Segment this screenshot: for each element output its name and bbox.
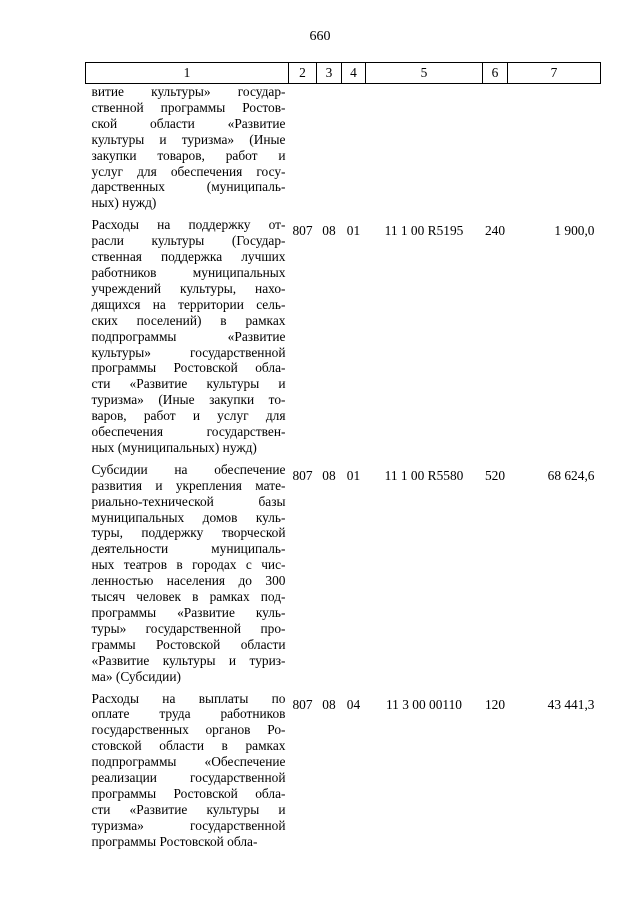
amount: 68 624,6 <box>547 467 595 483</box>
ministry-code: 807 <box>292 696 313 712</box>
description-line: туры» государственной про- <box>91 620 286 636</box>
section-code <box>317 84 342 212</box>
description-line: ных) нужд) <box>91 195 157 211</box>
subsection-code <box>342 84 366 212</box>
description-line: ма» (Субсидии) <box>91 668 181 684</box>
description-line: дарственных (муниципаль- <box>91 179 286 195</box>
description-line: оплате труда работников <box>91 706 286 722</box>
description-line: расли культуры (Государ- <box>91 233 286 249</box>
row-description <box>86 217 289 456</box>
description-line: реализации государственной <box>91 770 286 786</box>
target-item-code <box>366 84 483 212</box>
description-line: подпрограммы «Обеспечение <box>91 754 286 770</box>
description-line: развития и укрепления мате- <box>91 477 286 493</box>
expense-type-code <box>483 84 508 212</box>
description-line: обеспечения государствен- <box>91 424 286 440</box>
amount: 43 441,3 <box>547 696 595 712</box>
description-line: Расходы на поддержку от- <box>91 217 286 233</box>
description-line: тысяч человек в рамках под- <box>91 589 286 605</box>
description-line: варов, работ и услуг для <box>91 408 286 424</box>
budget-table <box>85 62 601 850</box>
description-line: ных театров в городах с чис- <box>91 557 286 573</box>
row-description <box>86 84 289 212</box>
table-row <box>86 84 601 212</box>
header-row <box>86 63 601 84</box>
description-line: «Развитие культуры и туриз- <box>91 652 286 668</box>
description-line: сти «Развитие культуры и <box>91 376 286 392</box>
description-line: туризма» (Иные закупки то- <box>91 392 286 408</box>
description-line: ленностью населения до 300 <box>91 573 286 589</box>
subsection-code: 04 <box>346 696 361 712</box>
ministry-code <box>289 84 317 212</box>
row-description <box>86 691 289 850</box>
section-code: 08 <box>322 223 336 239</box>
description-line: программы Ростовской обла- <box>91 833 258 849</box>
table-row <box>86 691 601 850</box>
target-item-code: 11 1 00 R5580 <box>384 467 464 483</box>
description-line: витие культуры» государ- <box>91 84 286 99</box>
description-line: ских поселений) в рамках <box>91 312 286 328</box>
table-body <box>86 84 601 850</box>
ministry-code: 807 <box>292 467 313 483</box>
description-line: граммы Ростовской области <box>91 636 286 652</box>
description-line: государственных органов Ро- <box>91 722 286 738</box>
section-code: 08 <box>322 467 336 483</box>
description-line: программы Ростовской обла- <box>91 360 286 376</box>
description-line: деятельности муниципаль- <box>91 541 286 557</box>
target-item-code: 11 3 00 00110 <box>385 696 462 712</box>
description-line: туризма» государственной <box>91 817 286 833</box>
description-line: культуры и туризма» (Иные <box>91 131 286 147</box>
description-line: ных (муниципальных) нужд) <box>91 439 257 455</box>
description-line: закупки товаров, работ и <box>91 147 286 163</box>
description-line: дящихся на территории сель- <box>91 296 286 312</box>
expense-type-code: 240 <box>484 223 506 239</box>
description-line: Расходы на выплаты по <box>91 690 286 706</box>
column-header-5: 5 <box>366 63 483 84</box>
subsection-code: 01 <box>346 223 361 239</box>
description-line: услуг для обеспечения госу- <box>91 163 286 179</box>
description-line: туры, поддержку творческой <box>91 525 286 541</box>
row-description <box>86 462 289 685</box>
column-header-1: 1 <box>86 63 289 84</box>
description-line: ственной программы Ростов- <box>91 99 286 115</box>
section-code: 08 <box>322 696 336 712</box>
column-header-6: 6 <box>483 63 508 84</box>
description-line: программы Ростовской обла- <box>91 785 286 801</box>
description-line: подпрограммы «Развитие <box>91 328 286 344</box>
description-line: учреждений культуры, нахо- <box>91 280 286 296</box>
description-line: муниципальных домов куль- <box>91 509 286 525</box>
expense-type-code: 520 <box>484 467 506 483</box>
description-line: работников муниципальных <box>91 264 286 280</box>
column-header-2: 2 <box>289 63 317 84</box>
column-header-7: 7 <box>508 63 601 84</box>
table-row <box>86 462 601 685</box>
amount <box>508 84 601 212</box>
description-line: риально-технической базы <box>91 493 286 509</box>
column-header-3: 3 <box>317 63 342 84</box>
expense-type-code: 120 <box>484 696 506 712</box>
description-line: культуры» государственной <box>91 344 286 360</box>
description-line: Субсидии на обеспечение <box>91 461 286 477</box>
amount: 1 900,0 <box>554 223 595 239</box>
column-header-4: 4 <box>342 63 366 84</box>
description-line: стовской области в рамках <box>91 738 286 754</box>
subsection-code: 01 <box>346 467 361 483</box>
description-line: ской области «Развитие <box>91 115 286 131</box>
description-line: ственная поддержка лучших <box>91 249 286 265</box>
page-number: 660 <box>309 29 331 44</box>
description-line: программы «Развитие куль- <box>91 605 286 620</box>
table-row <box>86 217 601 456</box>
target-item-code: 11 1 00 R5195 <box>384 223 464 239</box>
description-line: сти «Развитие культуры и <box>91 801 286 817</box>
ministry-code: 807 <box>292 223 313 239</box>
